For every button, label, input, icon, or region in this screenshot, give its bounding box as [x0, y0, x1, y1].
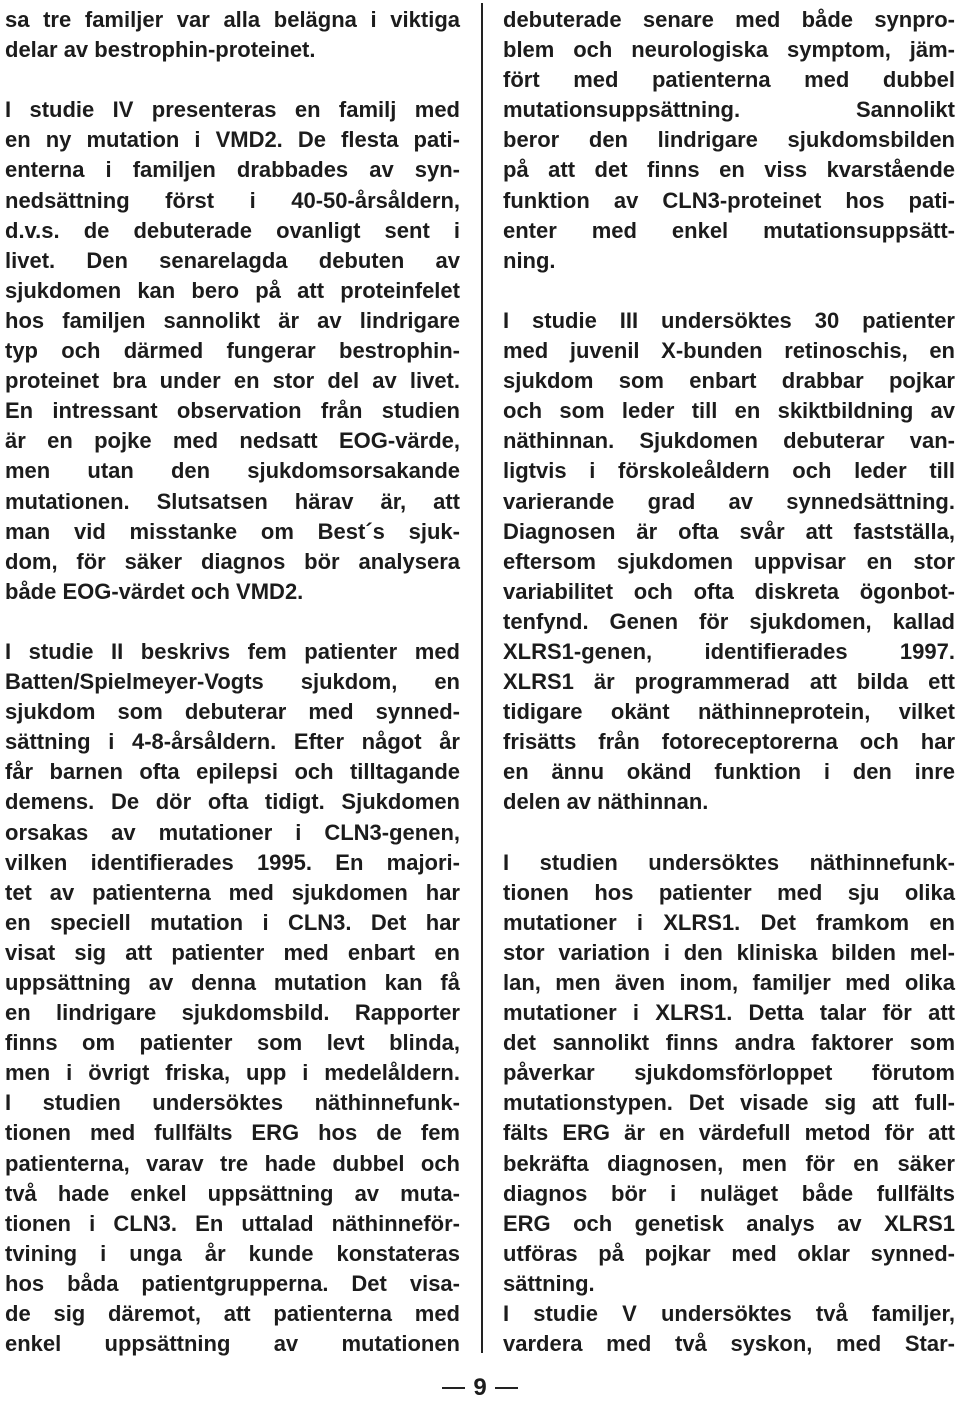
text-line: En intressant observation från studien	[5, 398, 460, 424]
text-line: lan, men även inom, familjer med olika	[503, 970, 955, 995]
text-line: mutationsuppsättning. Sannolikt	[503, 97, 955, 123]
text-line: XLRS1 är programmerad att bilda ett	[503, 669, 955, 695]
text-line: diagnos bör i nuläget både fullfälts	[503, 1180, 955, 1206]
column-divider	[481, 3, 483, 1353]
text-line: dom, för säker diagnos bör analysera	[5, 548, 460, 574]
text-line: XLRS1-genen, identifierades 1997.	[503, 638, 955, 664]
page-number: 9	[473, 1374, 487, 1401]
text-line: ning.	[503, 247, 556, 273]
text-line: eftersom sjukdomen uppvisar en stor	[503, 548, 955, 574]
text-line: blem och neurologiska symptom, jäm-	[503, 37, 955, 63]
text-line: både EOG-värdet och VMD2.	[5, 578, 304, 604]
text-line: ERG och genetisk analys av XLRS1	[503, 1210, 955, 1236]
right-column	[503, 5, 955, 1359]
text-line: sjukdom som debuterar med synned-	[5, 699, 460, 725]
text-line: Batten/Spielmeyer-Vogts sjukdom, en	[5, 669, 460, 695]
text-line: är en pojke med nedsatt EOG-värde,	[5, 428, 460, 454]
text-line: livet. Den senarelagda debuten av	[5, 247, 460, 273]
text-line: tionen i CLN3. En uttalad näthinneför-	[5, 1210, 460, 1236]
text-line: mutationer i XLRS1. Detta talar för att	[503, 1000, 955, 1026]
text-line: I studien undersöktes näthinnefunk-	[503, 849, 955, 875]
dash-right	[495, 1387, 518, 1389]
text-line: I studien undersöktes näthinnefunk-	[5, 1090, 460, 1116]
text-line: sjukdom som enbart drabbar pojkar	[503, 368, 955, 394]
text-line: mutationstypen. Det visade sig att full-	[503, 1090, 955, 1116]
text-line: sättning.	[503, 1270, 595, 1296]
text-line: debuterade senare med både synpro-	[503, 7, 955, 32]
text-line: tionen med fullfälts ERG hos de fem	[5, 1120, 460, 1146]
text-line: tionen hos patienter med sju olika	[503, 879, 955, 905]
text-line: Diagnosen är ofta svår att fastställa,	[503, 518, 955, 544]
text-line: mutationer i XLRS1. Det framkom en	[503, 909, 955, 935]
text-line: det sannolikt finns andra faktorer som	[503, 1030, 955, 1056]
text-line: men utan den sjukdomsorsakande	[5, 458, 460, 484]
text-line: patienterna, varav tre hade dubbel och	[5, 1150, 460, 1176]
text-line: beror den lindrigare sjukdomsbilden	[503, 127, 955, 153]
text-line: och som leder till en skiktbildning av	[503, 398, 955, 424]
text-line: delar av bestrophin-proteinet.	[5, 37, 316, 63]
page-footer	[0, 1374, 960, 1402]
left-column	[5, 5, 460, 1359]
text-line: demens. De dör ofta tidigt. Sjukdomen	[5, 789, 460, 815]
text-line: fört med patienterna med dubbel	[503, 67, 955, 93]
text-line: enterna i familjen drabbades av syn-	[5, 157, 460, 183]
text-line: I studie V undersöktes två familjer,	[503, 1301, 955, 1327]
text-line: I studie II beskrivs fem patienter med	[5, 638, 460, 664]
text-line: I studie IV presenteras en familj med	[5, 97, 460, 123]
paragraph	[5, 95, 460, 607]
text-line: orsakas av mutationer i CLN3-genen,	[5, 819, 460, 845]
text-line: en speciell mutation i CLN3. Det har	[5, 909, 460, 935]
text-line: hos familjen sannolikt är av lindrigare	[5, 307, 460, 333]
text-line: uppsättning av denna mutation kan få	[5, 970, 460, 995]
text-line: stor variation i den kliniska bilden mel-	[503, 939, 955, 965]
text-line: två hade enkel uppsättning av muta-	[5, 1180, 460, 1206]
text-line: variabilitet och ofta diskreta ögonbot-	[503, 578, 955, 604]
paragraph	[503, 5, 955, 276]
text-line: delen av näthinnan.	[503, 789, 709, 815]
text-line: näthinnan. Sjukdomen debuterar van-	[503, 428, 955, 454]
text-line: på att det finns en viss kvarstående	[503, 157, 955, 183]
text-line: sjukdomen kan bero på att proteinfelet	[5, 277, 460, 303]
text-line: men i övrigt friska, upp i medelåldern.	[5, 1060, 460, 1086]
text-line: mutationen. Slutsatsen härav är, att	[5, 488, 460, 514]
text-line: enkel uppsättning av mutationen	[5, 1331, 460, 1357]
text-line: får barnen ofta epilepsi och tilltagande	[5, 759, 460, 785]
text-line: en lindrigare sjukdomsbild. Rapporter	[5, 1000, 460, 1026]
text-line: varierande grad av synnedsättning.	[503, 488, 955, 514]
text-line: sättning i 4-8-årsåldern. Efter något år	[5, 729, 460, 755]
text-line: enter med enkel mutationsuppsätt-	[503, 217, 955, 243]
dash-left	[442, 1387, 465, 1389]
text-line: nedsättning först i 40-50-årsåldern,	[5, 187, 460, 213]
paragraph	[503, 306, 955, 818]
text-line: ligtvis i förskoleåldern och leder till	[503, 458, 955, 484]
text-line: d.v.s. de debuterade ovanligt sent i	[5, 217, 460, 243]
text-line: med juvenil X-bunden retinoschis, en	[503, 338, 955, 364]
text-line: de sig däremot, att patienterna med	[5, 1301, 460, 1327]
text-line: tvining i unga år kunde konstateras	[5, 1240, 460, 1266]
text-line: fälts ERG är en värdefull metod för att	[503, 1120, 955, 1146]
text-line: tet av patienterna med sjukdomen har	[5, 879, 460, 905]
text-line: utföras på pojkar med oklar synned-	[503, 1240, 955, 1266]
text-line: funktion av CLN3-proteinet hos pati-	[503, 187, 955, 213]
paragraph	[5, 5, 460, 65]
text-line: visat sig att patienter med enbart en	[5, 939, 460, 965]
text-line: I studie III undersöktes 30 patienter	[503, 307, 955, 333]
text-line: hos båda patientgrupperna. Det visa-	[5, 1270, 460, 1296]
text-line: man vid misstanke om Best´s sjuk-	[5, 518, 460, 544]
text-line: vilken identifierades 1995. En majori-	[5, 849, 460, 875]
text-line: bekräfta diagnosen, men för en säker	[503, 1150, 955, 1176]
text-line: vardera med två syskon, med Star-	[503, 1331, 955, 1357]
text-line: finns om patienter som levt blinda,	[5, 1030, 460, 1056]
text-line: frisätts från fotoreceptorerna och har	[503, 729, 955, 755]
text-line: påverkar sjukdomsförloppet förutom	[503, 1060, 955, 1086]
text-line: sa tre familjer var alla belägna i viktiga	[5, 7, 460, 32]
text-line: proteinet bra under en stor del av livet.	[5, 368, 460, 394]
text-line: tidigare okänt näthinneprotein, vilket	[503, 699, 955, 725]
text-line: typ och därmed fungerar bestrophin-	[5, 338, 460, 364]
text-line: en ännu okänd funktion i den inre	[503, 759, 955, 785]
paragraph	[503, 848, 955, 1360]
paragraph	[5, 637, 460, 1359]
text-line: en ny mutation i VMD2. De flesta pati-	[5, 127, 460, 153]
text-line: tenfynd. Genen för sjukdomen, kallad	[503, 608, 955, 634]
